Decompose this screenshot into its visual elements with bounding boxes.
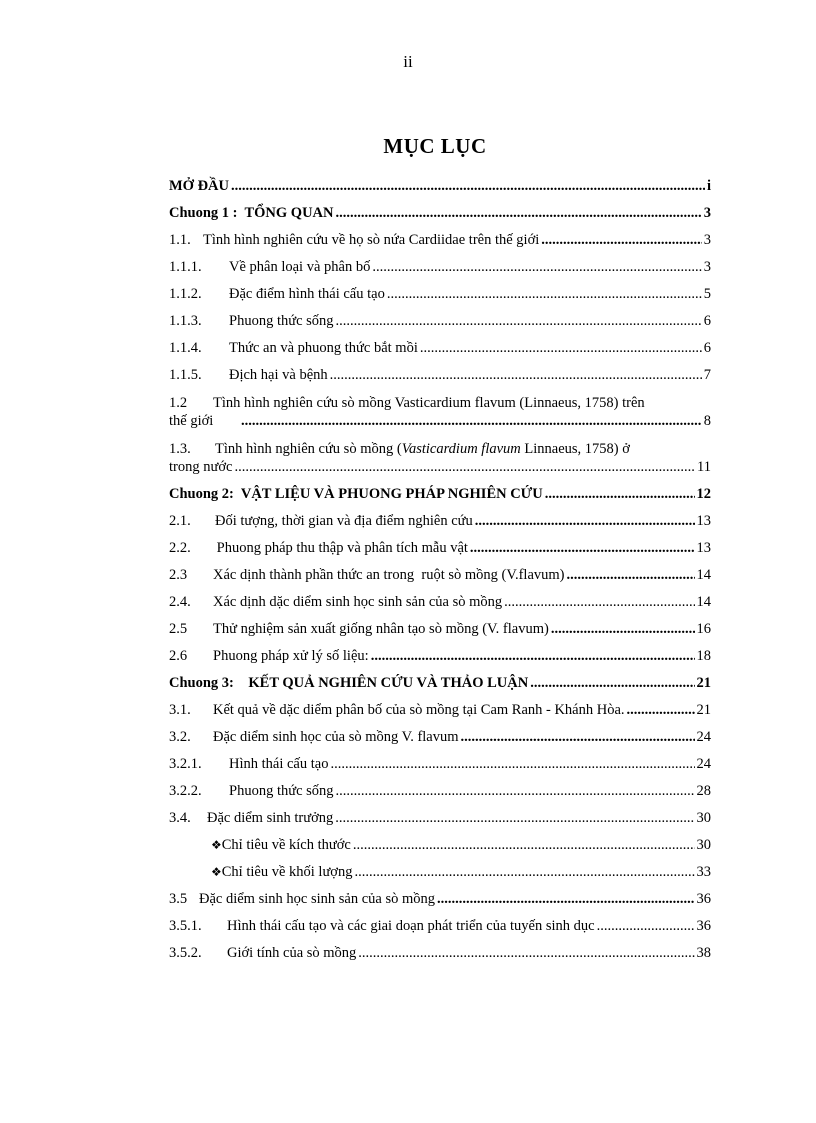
toc-entry-number: 2.4. xyxy=(169,594,191,610)
toc-entry-page: 33 xyxy=(696,864,711,880)
toc-entry-text: Thức an và phuong thức bắt mồi xyxy=(229,340,418,356)
toc-leader-dots xyxy=(597,918,695,935)
toc-entry xyxy=(169,837,711,864)
toc-leader-dots xyxy=(336,783,695,800)
toc-entry xyxy=(169,367,711,394)
toc-entry-text: Xác dịnh dặc diểm sinh học sinh sản của sò mồng xyxy=(213,594,503,610)
toc-leader-dots xyxy=(461,729,695,746)
toc-entry-text: Phuong thức sống xyxy=(229,783,334,799)
toc-entry-page: 11 xyxy=(697,459,711,475)
toc-entry-page: 7 xyxy=(703,367,711,383)
toc-leader-dots xyxy=(475,513,695,530)
toc-leader-dots xyxy=(336,205,702,222)
toc-entry xyxy=(169,440,711,476)
toc-entry-page: i xyxy=(706,178,711,194)
toc-entry-number: 2.6 xyxy=(169,648,188,664)
toc-entry-text: Tình hình nghiên cứu về họ sò nứa Cardiidae trên thế giới xyxy=(203,232,540,248)
toc-entry-number: 1.1.1. xyxy=(169,259,202,275)
toc-leader-dots xyxy=(234,458,695,476)
toc-entry-text: Phuong thức sống xyxy=(229,313,334,329)
toc-entry xyxy=(169,864,711,891)
toc-entry-number: 1.1.3. xyxy=(169,313,202,329)
toc-entry-text: Tình hình nghiên cứu sò mồng Vasticardium flavum (Linnaeus, 1758) trên xyxy=(213,395,645,411)
toc-entry-number: 3.2.1. xyxy=(169,756,202,772)
toc-leader-dots xyxy=(353,837,695,854)
toc-entry xyxy=(169,783,711,810)
toc-entry-page: 30 xyxy=(696,810,711,826)
toc-entry-page: 16 xyxy=(696,621,711,637)
toc-entry-text: Phuong pháp xử lý số liệu: xyxy=(213,648,369,664)
toc-leader-dots xyxy=(330,367,702,384)
toc-entry-page: 6 xyxy=(703,313,711,329)
page-number: ii xyxy=(403,52,413,71)
toc-entry-page: 14 xyxy=(696,567,711,583)
toc-entry xyxy=(169,205,711,232)
toc-entry-page: 13 xyxy=(696,513,711,529)
toc-entry-page: 21 xyxy=(696,675,711,691)
toc-leader-dots xyxy=(470,540,695,557)
toc-entry-page: 6 xyxy=(703,340,711,356)
toc-entry-number: 2.5 xyxy=(169,621,188,637)
toc-entry xyxy=(169,729,711,756)
toc-entry-number: 1.1.4. xyxy=(169,340,202,356)
toc-leader-dots xyxy=(567,567,695,584)
toc-entry-page: 3 xyxy=(703,232,711,248)
toc-entry-text: Chuong 3: KẾT QUẢ NGHIÊN CỨU VÀ THẢO LUẬN xyxy=(169,675,529,691)
toc-entry-text-continued: thế giới xyxy=(169,413,214,429)
toc-entry-text: Chuong 1 : TỔNG QUAN xyxy=(169,205,334,221)
toc-entry xyxy=(169,675,711,702)
toc-entry-text: Hình thái cấu tạo và các giai doạn phát triển của tuyến sinh dục xyxy=(227,918,595,934)
toc-entry-page: 38 xyxy=(696,945,711,961)
toc-entry xyxy=(169,567,711,594)
toc-leader-dots xyxy=(335,810,694,827)
toc-entry-page: 13 xyxy=(696,540,711,556)
toc-entry-text: Linnaeus, 1758) ở xyxy=(520,441,630,457)
toc-entry-text: Đối tượng, thời gian và địa điểm nghiên cứu xyxy=(215,513,473,529)
toc-entry xyxy=(169,891,711,918)
toc-entry-text: Xác dịnh thành phần thức an trong ruột sò mồng (V.flavum) xyxy=(213,567,565,583)
toc-entry xyxy=(169,594,711,621)
toc-leader-dots xyxy=(330,756,694,773)
toc-entry-text: Đặc điểm hình thái cấu tạo xyxy=(229,286,385,302)
toc-entry-text: Đặc diểm sinh học sinh sản của sò mồng xyxy=(199,891,435,907)
toc-entry-text: Tình hình nghiên cứu sò mồng ( xyxy=(215,441,402,457)
diamond-bullet-icon: ❖ xyxy=(211,838,222,852)
toc-entry-number: 1.3. xyxy=(169,441,191,457)
toc-entry-number: 1.1.2. xyxy=(169,286,202,302)
toc-entry-number: 2.1. xyxy=(169,513,191,529)
toc-entry-page: 8 xyxy=(703,413,711,429)
toc-entry-text: Địch hại và bệnh xyxy=(229,367,328,383)
toc-leader-dots xyxy=(336,313,702,330)
toc-leader-dots xyxy=(545,486,695,503)
toc-entry xyxy=(169,702,711,729)
toc-entry-number: 2.3 xyxy=(169,567,188,583)
toc-entry-number: 1.1. xyxy=(169,232,191,248)
toc-entry-number: 1.2 xyxy=(169,395,188,411)
toc-leader-dots xyxy=(241,412,702,430)
toc-leader-dots xyxy=(504,594,694,611)
toc-entry-text: Kết quả về dặc diểm phân bố của sò mồng tại Cam Ranh - Khánh Hòa. xyxy=(213,702,625,718)
toc-leader-dots xyxy=(437,891,695,908)
toc-entry-page: 3 xyxy=(703,259,711,275)
toc-entry xyxy=(169,286,711,313)
toc-entry xyxy=(169,756,711,783)
toc-entry-text-italic: Vasticardium flavum xyxy=(401,441,521,457)
toc-entry-number: 3.5.1. xyxy=(169,918,202,934)
toc-entry-number: 3.5 xyxy=(169,891,188,907)
toc-entry-number: 3.2. xyxy=(169,729,191,745)
toc-entry-text: Phuong pháp thu thập và phân tích mẫu vật xyxy=(213,540,468,556)
toc-leader-dots xyxy=(231,178,705,195)
toc-leader-dots xyxy=(372,259,701,276)
toc-entry-number: 3.5.2. xyxy=(169,945,202,961)
toc-entry-page: 5 xyxy=(703,286,711,302)
toc-leader-dots xyxy=(530,675,694,692)
toc-leader-dots xyxy=(387,286,702,303)
toc-entry-text-continued: trong nước xyxy=(169,459,233,475)
toc-leader-dots xyxy=(358,945,694,962)
toc-entry-page: 3 xyxy=(703,205,711,221)
toc-entry xyxy=(169,540,711,567)
toc-entry-page: 28 xyxy=(696,783,711,799)
toc-entry-page: 36 xyxy=(696,891,711,907)
toc-entry-page: 24 xyxy=(696,756,711,772)
toc-entry-number: 3.2.2. xyxy=(169,783,202,799)
toc-entry xyxy=(169,810,711,837)
toc-entry-page: 14 xyxy=(696,594,711,610)
toc-entry-number: 1.1.5. xyxy=(169,367,202,383)
toc-leader-dots xyxy=(371,648,695,665)
toc-entry-text: Giới tính của sò mồng xyxy=(227,945,357,961)
toc-entry xyxy=(169,232,711,259)
toc-entry-text: Hình thái cấu tạo xyxy=(229,756,329,772)
toc-entry-text: Thử nghiệm sản xuất giống nhân tạo sò mồng (V. flavum) xyxy=(213,621,549,637)
toc-leader-dots xyxy=(551,621,695,638)
toc-entry xyxy=(169,945,711,972)
toc-entry-page: 12 xyxy=(696,486,711,502)
toc-leader-dots xyxy=(541,232,701,249)
toc-entry-text: Chuong 2: VẬT LIỆU VÀ PHUONG PHÁP NGHIÊN CỨU xyxy=(169,486,543,502)
toc-entry xyxy=(169,340,711,367)
page-title: MỤC LỤC xyxy=(383,134,487,158)
toc-entry-text: Đặc diểm sinh trưởng xyxy=(207,810,334,826)
toc-leader-dots xyxy=(354,864,694,881)
toc-entry xyxy=(169,621,711,648)
toc-entry xyxy=(169,513,711,540)
toc-entry-text: MỞ ĐẦU xyxy=(169,178,230,194)
toc-entry-number: 2.2. xyxy=(169,540,191,556)
toc-entry-page: 36 xyxy=(696,918,711,934)
toc-entry-page: 24 xyxy=(696,729,711,745)
toc-entry-text: Về phân loại và phân bố xyxy=(229,259,371,275)
toc-entry xyxy=(169,486,711,513)
toc-entry xyxy=(169,648,711,675)
toc-entry-page: 18 xyxy=(696,648,711,664)
toc-entry-text: Chỉ tiêu về khối lượng xyxy=(221,864,353,880)
toc-entry-page: 21 xyxy=(696,702,711,718)
toc-entry xyxy=(169,918,711,945)
toc-leader-dots xyxy=(420,340,702,357)
toc-entry-number: 3.4. xyxy=(169,810,191,826)
toc-entry xyxy=(169,394,711,430)
toc-entry xyxy=(169,259,711,286)
toc-entry xyxy=(169,313,711,340)
toc-entry-number: 3.1. xyxy=(169,702,191,718)
toc-entry-text: Chỉ tiêu về kích thước xyxy=(221,837,351,853)
toc-entry xyxy=(169,178,711,205)
toc-entry-text: Đặc diểm sinh học của sò mồng V. flavum xyxy=(213,729,459,745)
toc-entry-page: 30 xyxy=(696,837,711,853)
diamond-bullet-icon: ❖ xyxy=(211,865,222,879)
table-of-contents xyxy=(169,178,711,972)
toc-leader-dots xyxy=(627,702,695,719)
